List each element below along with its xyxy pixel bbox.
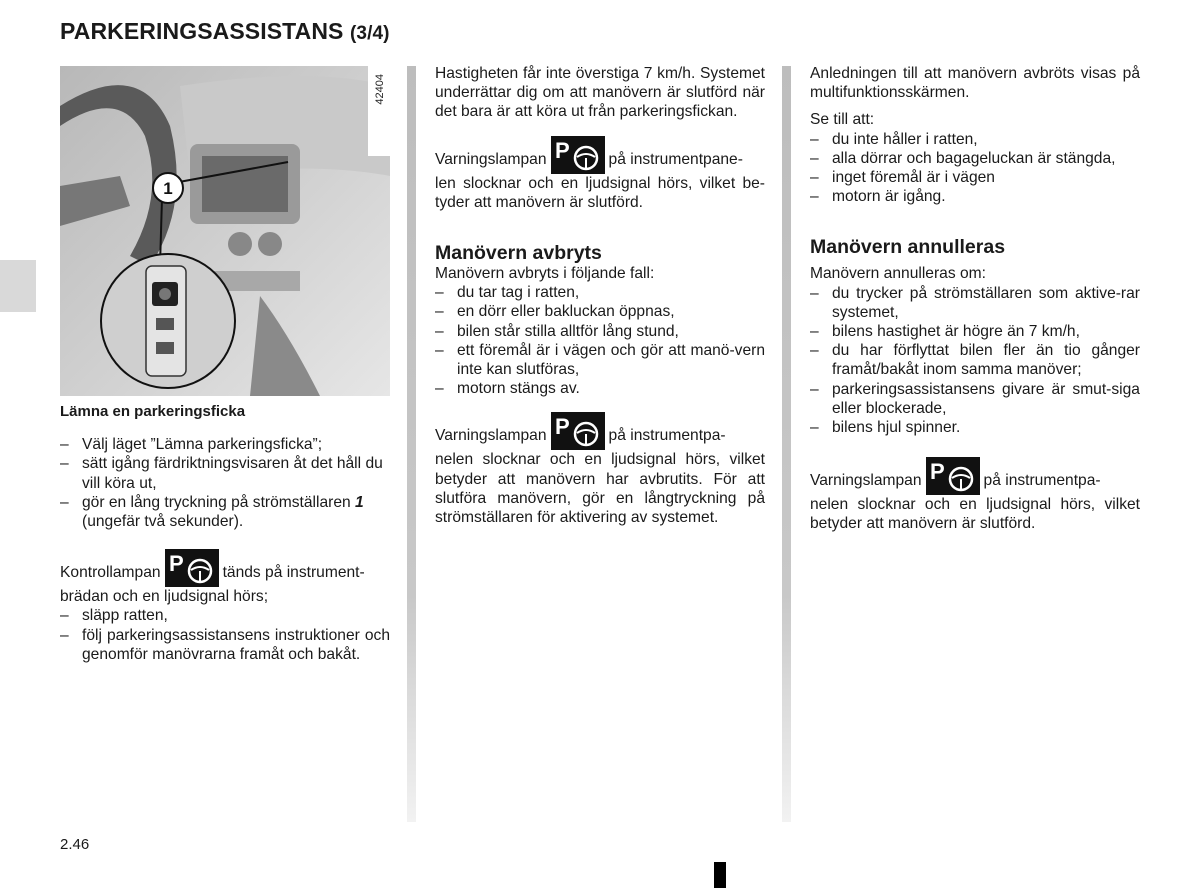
list-item: – släpp ratten, [60,606,390,625]
figure-number-box [368,66,390,156]
lamp-text: på instrumentpa- [608,427,726,445]
list-item: – bilens hjul spinner. [810,418,1140,437]
lamp-text: på instrumentpa- [983,472,1101,490]
cancelled-lead: Manövern annulleras om: [810,265,986,283]
list-item-text: (ungefär två sekunder). [82,513,244,531]
list-item [60,493,390,531]
lamp-text: Varningslampan [810,472,922,490]
page-title [60,18,390,45]
switch-reference: 1 [355,493,364,511]
speed-paragraph: Hastigheten får inte överstiga 7 km/h. Systemet underrättar dig om att manövern är slutförd när det bara är att köra ut från parkeringsfickan. [435,65,765,121]
figure-number: 42404 [374,74,386,105]
footer-marker [714,862,726,888]
lamp-text: Varningslampan [435,150,547,168]
svg-text:P: P [929,459,945,485]
leave-parking-heading: Lämna en parkeringsficka [60,403,246,420]
lamp-paragraph [810,457,1140,533]
lamp-paragraph [435,412,765,527]
list-item: – du tar tag i ratten, [435,283,765,302]
list-item: – du inte håller i ratten, [810,130,1140,149]
park-assist-warning-icon [165,549,219,587]
list-item: – bilens hastighet är högre än 7 km/h, [810,322,1140,341]
figure-callout: 1 [163,179,173,198]
lamp-text: brädan och en ljudsignal hörs; [60,588,269,606]
dashboard-illustration [60,66,390,396]
title-text: PARKERINGSASSISTANS [60,18,344,44]
lamp-paragraph [60,549,390,606]
list-item: – bilen står stilla alltför lång stund, [435,322,765,341]
section-tab-marker [0,260,36,312]
lamp-text: Varningslampan [435,427,547,445]
park-assist-warning-icon [551,412,605,450]
title-suffix: (3/4) [349,23,390,44]
list-item: – motorn stängs av. [435,379,765,398]
lamp-text: nelen slocknar och en ljudsignal hörs, vilket betyder att manövern är slutförd. [810,496,1140,533]
list-item: – följ parkeringsassistansens instruktioner och genomför manövrarna framåt och bakåt. [60,626,390,664]
lamp-text: på instrumentpane- [608,150,743,168]
lamp-text: len slocknar och en ljudsignal hörs, vilket be-tyder att manövern är slutförd. [435,174,765,211]
column-divider-1 [407,66,416,822]
park-assist-warning-icon [551,136,605,174]
dashboard-figure [60,66,390,396]
page-number: 2.46 [60,836,90,853]
svg-text:P: P [168,551,184,577]
aborted-lead: Manövern avbryts i följande fall: [435,265,655,283]
lamp-text: Kontrollampan [60,564,161,582]
list-item: – motorn är igång. [810,187,1140,206]
column-1 [60,402,390,664]
column-3 [810,64,1140,534]
lamp-text: nelen slocknar och en ljudsignal hörs, vilket betyder att manövern har avbrutits. För att slutföra manövern, gör en långtryckning på strömställaren för aktivering av systemet. [435,451,765,527]
svg-text:P: P [554,414,570,440]
aborted-heading: Manövern avbryts [435,242,602,265]
list-item: – Välj läget ”Lämna parkeringsficka”; [60,435,390,454]
lamp-paragraph [435,136,765,212]
svg-text:P: P [554,137,570,163]
cancelled-heading: Manövern annulleras [810,236,1006,259]
list-item: – ett föremål är i vägen och gör att manö-vern inte kan slutföras, [435,341,765,379]
park-assist-warning-icon [926,457,980,495]
check-lead: Se till att: [810,111,875,129]
list-item: – du har förflyttat bilen fler än tio gånger framåt/bakåt inom samma manöver; [810,341,1140,379]
list-item: – inget föremål är i vägen [810,168,1140,187]
list-item: – parkeringsassistansens givare är smut-siga eller blockerade, [810,380,1140,418]
list-item: – alla dörrar och bagageluckan är stängda, [810,149,1140,168]
list-item: – en dörr eller bakluckan öppnas, [435,302,765,321]
lamp-text: tänds på instrument- [222,564,365,582]
list-item: – sätt igång färdriktningsvisaren åt det håll du vill köra ut, [60,454,390,492]
column-2 [435,64,765,527]
list-item: – du trycker på strömställaren som aktive-rar systemet, [810,284,1140,322]
list-item-text: gör en lång tryckning på strömställaren [82,493,351,511]
column-divider-2 [782,66,791,822]
reason-paragraph: Anledningen till att manövern avbröts visas på multifunktionsskärmen. [810,65,1140,102]
